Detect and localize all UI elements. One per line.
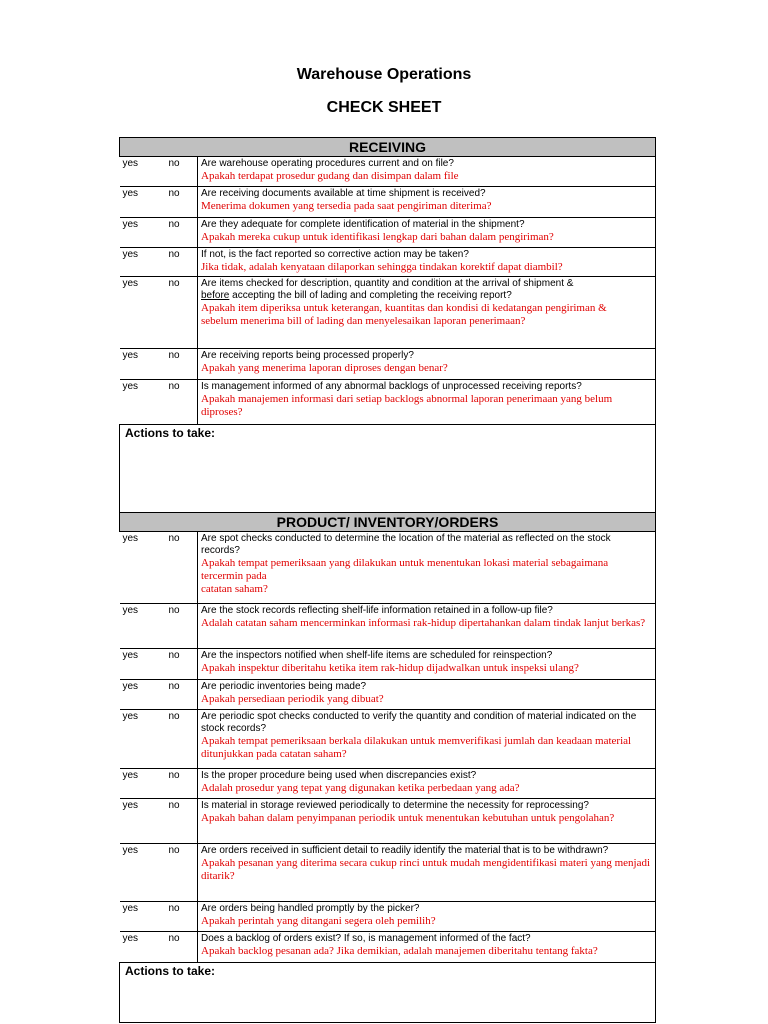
actions-label: Actions to take: xyxy=(125,426,216,440)
underlined-word: before xyxy=(201,290,230,301)
yes-option[interactable]: yes xyxy=(120,799,166,844)
question-cell xyxy=(198,157,656,187)
yes-option[interactable]: yes xyxy=(120,649,166,680)
question-cell xyxy=(198,769,656,799)
question-en: Is material in storage reviewed periodically to determine the necessity for reprocessing? xyxy=(201,800,589,811)
question-en: Is management informed of any abnormal backlogs of unprocessed receiving reports? xyxy=(201,381,582,392)
yes-option[interactable]: yes xyxy=(120,604,166,649)
question-en: Is the proper procedure being used when discrepancies exist? xyxy=(201,770,477,781)
yes-option[interactable]: yes xyxy=(120,157,166,187)
question-id: Apakah backlog pesanan ada? Jika demikian, adalah manajemen diberitahu tentang fakta? xyxy=(201,945,598,957)
section-heading-receiving: RECEIVING xyxy=(120,138,656,157)
question-en-rest: accepting the bill of lading and completing the receiving report? xyxy=(229,290,512,301)
question-id: Apakah perintah yang ditangani segera oleh pemilih? xyxy=(201,915,436,927)
inventory-table xyxy=(119,512,656,1023)
question-en: Are the stock records reflecting shelf-life information retained in a follow-up file? xyxy=(201,605,553,616)
question-en: Are spot checks conducted to determine the location of the material as reflected on the stock records? xyxy=(201,533,611,556)
question-en: Are orders being handled promptly by the picker? xyxy=(201,903,420,914)
table-row xyxy=(120,844,656,902)
yes-option[interactable]: yes xyxy=(120,680,166,710)
document-title: Warehouse Operations xyxy=(296,66,472,83)
question-cell xyxy=(198,604,656,649)
yes-option[interactable]: yes xyxy=(120,349,166,380)
question-en: Are receiving reports being processed properly? xyxy=(201,350,414,361)
actions-to-take-inventory[interactable] xyxy=(120,963,656,1023)
question-id: Apakah yang menerima laporan diproses dengan benar? xyxy=(201,362,448,374)
yes-option[interactable]: yes xyxy=(120,532,166,604)
question-en: Are periodic inventories being made? xyxy=(201,681,367,692)
question-id: Adalah prosedur yang tepat yang digunakan ketika perbedaan yang ada? xyxy=(201,782,520,794)
section-heading-inventory: PRODUCT/ INVENTORY/ORDERS xyxy=(120,513,656,532)
question-id: Apakah mereka cukup untuk identifikasi lengkap dari bahan dalam pengiriman? xyxy=(201,231,554,243)
question-en: Are orders received in sufficient detail to readily identify the material that is to be withdrawn? xyxy=(201,845,609,856)
table-row xyxy=(120,680,656,710)
table-row xyxy=(120,349,656,380)
question-id: Apakah tempat pemeriksaan yang dilakukan untuk menentukan lokasi material sebagaimana tercermin pada xyxy=(201,557,609,582)
table-row xyxy=(120,380,656,425)
no-option[interactable]: no xyxy=(166,902,198,932)
table-row xyxy=(120,769,656,799)
no-option[interactable]: no xyxy=(166,769,198,799)
question-en: Are items checked for description, quantity and condition at the arrival of shipment & xyxy=(201,278,574,289)
question-en: Are periodic spot checks conducted to verify the quantity and condition of material indicated on the stock records? xyxy=(201,711,637,734)
question-en: Does a backlog of orders exist? If so, is management informed of the fact? xyxy=(201,933,531,944)
question-id: Apakah pesanan yang diterima secara cukup rinci untuk mudah mengidentifikasi materi yang menjadi ditarik? xyxy=(201,857,651,882)
question-cell xyxy=(198,380,656,425)
table-row xyxy=(120,902,656,932)
actions-label: Actions to take: xyxy=(125,964,216,978)
question-cell xyxy=(198,218,656,248)
question-id: Apakah terdapat prosedur gudang dan disimpan dalam file xyxy=(201,170,459,182)
question-id: Apakah persediaan periodik yang dibuat? xyxy=(201,693,384,705)
table-row xyxy=(120,604,656,649)
no-option[interactable]: no xyxy=(166,157,198,187)
table-row xyxy=(120,932,656,963)
question-id: Apakah bahan dalam penyimpanan periodik untuk menentukan kebutuhan untuk pengolahan? xyxy=(201,812,615,824)
table-row xyxy=(120,799,656,844)
question-en: Are the inspectors notified when shelf-life items are scheduled for reinspection? xyxy=(201,650,553,661)
question-en: Are they adequate for complete identification of material in the shipment? xyxy=(201,219,525,230)
no-option[interactable]: no xyxy=(166,710,198,769)
table-row xyxy=(120,649,656,680)
no-option[interactable]: no xyxy=(166,277,198,349)
question-cell xyxy=(198,248,656,277)
question-cell xyxy=(198,799,656,844)
question-id: Apakah tempat pemeriksaan berkala dilakukan untuk memverifikasi jumlah dan keadaan material ditunjukkan pada catatan saham? xyxy=(201,735,632,760)
table-row xyxy=(120,277,656,349)
question-cell xyxy=(198,902,656,932)
question-id: Apakah manajemen informasi dari setiap backlogs abnormal laporan penerimaan yang belum diproses? xyxy=(201,393,613,418)
no-option[interactable]: no xyxy=(166,248,198,277)
question-id-cont: sebelum menerima bill of lading dan menyelesaikan laporan penerimaan? xyxy=(201,315,526,327)
question-id: Adalah catatan saham mencerminkan informasi rak-hidup dipertahankan dalam tindak lanjut berkas? xyxy=(201,617,646,629)
table-row xyxy=(120,218,656,248)
no-option[interactable]: no xyxy=(166,380,198,425)
question-id: Apakah item diperiksa untuk keterangan, kuantitas dan kondisi di kedatangan pengiriman & xyxy=(201,302,607,314)
question-id: Jika tidak, adalah kenyataan dilaporkan sehingga tindakan korektif dapat diambil? xyxy=(201,261,563,273)
table-row xyxy=(120,532,656,604)
table-row xyxy=(120,248,656,277)
no-option[interactable]: no xyxy=(166,604,198,649)
yes-option[interactable]: yes xyxy=(120,710,166,769)
no-option[interactable]: no xyxy=(166,349,198,380)
yes-option[interactable]: yes xyxy=(120,218,166,248)
question-cell xyxy=(198,844,656,902)
question-cell xyxy=(198,187,656,218)
question-cell xyxy=(198,349,656,380)
table-row xyxy=(120,187,656,218)
question-en: Are receiving documents available at time shipment is received? xyxy=(201,188,486,199)
yes-option[interactable]: yes xyxy=(120,277,166,349)
yes-option[interactable]: yes xyxy=(120,844,166,902)
yes-option[interactable]: yes xyxy=(120,932,166,963)
yes-option[interactable]: yes xyxy=(120,248,166,277)
question-en: Are warehouse operating procedures current and on file? xyxy=(201,158,454,169)
no-option[interactable]: no xyxy=(166,187,198,218)
question-id-cont: catatan saham? xyxy=(201,583,268,595)
yes-option[interactable]: yes xyxy=(120,902,166,932)
question-cell xyxy=(198,649,656,680)
no-option[interactable]: no xyxy=(166,680,198,710)
question-cell xyxy=(198,710,656,769)
document-subtitle: CHECK SHEET xyxy=(326,99,442,116)
no-option[interactable]: no xyxy=(166,799,198,844)
no-option[interactable]: no xyxy=(166,932,198,963)
yes-option[interactable]: yes xyxy=(120,187,166,218)
yes-option[interactable]: yes xyxy=(120,769,166,799)
question-en-cont xyxy=(201,290,652,302)
question-cell xyxy=(198,932,656,963)
question-cell xyxy=(198,277,656,349)
question-cell xyxy=(198,680,656,710)
no-option[interactable]: no xyxy=(166,532,198,604)
actions-to-take-receiving[interactable] xyxy=(120,425,656,513)
question-id: Menerima dokumen yang tersedia pada saat pengiriman diterima? xyxy=(201,200,492,212)
receiving-table xyxy=(119,137,656,513)
no-option[interactable]: no xyxy=(166,218,198,248)
question-en: If not, is the fact reported so corrective action may be taken? xyxy=(201,249,469,260)
question-cell xyxy=(198,532,656,604)
question-id: Apakah inspektur diberitahu ketika item rak-hidup dijadwalkan untuk inspeksi ulang? xyxy=(201,662,579,674)
yes-option[interactable]: yes xyxy=(120,380,166,425)
no-option[interactable]: no xyxy=(166,844,198,902)
table-row xyxy=(120,157,656,187)
no-option[interactable]: no xyxy=(166,649,198,680)
table-row xyxy=(120,710,656,769)
